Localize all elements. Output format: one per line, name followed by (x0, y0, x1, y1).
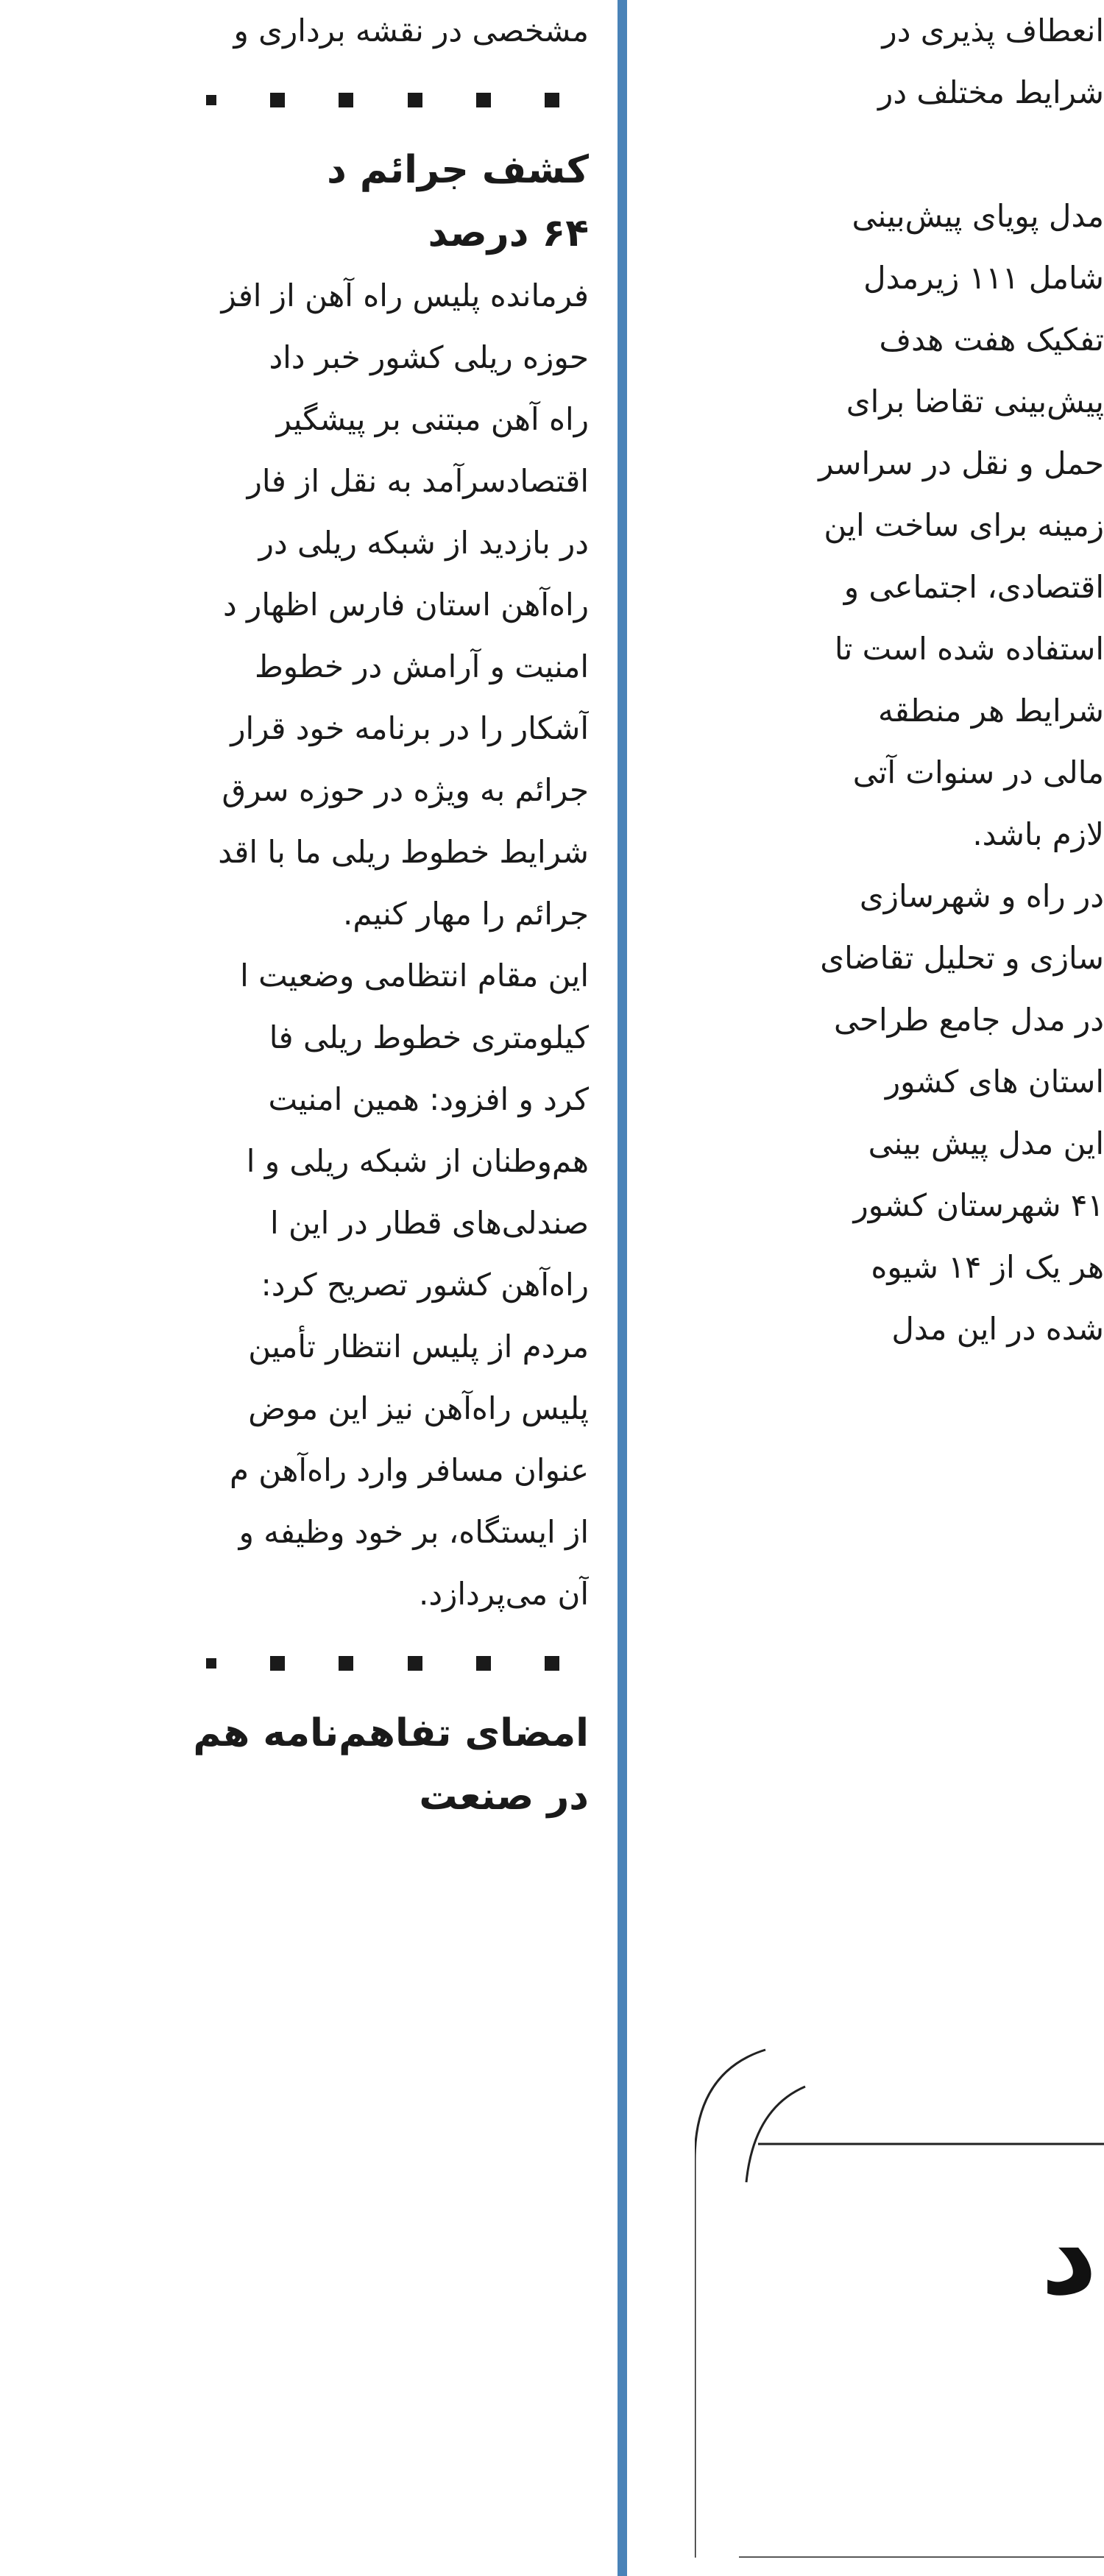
article-line: انعطاف پذیری در (882, 13, 1104, 49)
article-line: پیش‌بینی تقاضا برای (846, 383, 1104, 420)
article-line: شرایط هر منطقه (877, 693, 1104, 729)
article-line: زمینه برای ساخت این (824, 507, 1104, 543)
headline-memorandum (0, 1702, 589, 1828)
separator-dot (206, 1658, 216, 1669)
article-line: حمل و نقل در سراسر (818, 445, 1104, 481)
article-line: جرائم را مهار کنیم. (342, 896, 589, 932)
separator-dot (408, 1656, 422, 1671)
article-line: شامل ۱۱۱ زیرمدل (863, 260, 1104, 296)
article-line: راه‌آهن کشور تصریح کرد: (261, 1267, 589, 1303)
ad-frame-outer-curve (695, 2050, 765, 2558)
article-line: آشکار را در برنامه خود قرار (230, 710, 589, 746)
separator-dot (545, 1656, 559, 1671)
article-line: تفکیک هفت هدف (879, 322, 1104, 358)
article-line: لازم باشد. (972, 816, 1104, 852)
column-divider (618, 0, 627, 2576)
section-separator-1 (0, 62, 589, 138)
article-line: امنیت و آرامش در خطوط (254, 648, 589, 684)
article-line: جرائم به ویژه در حوزه سرق (222, 772, 589, 808)
article-line: شرایط مختلف در (878, 74, 1104, 110)
article-paragraph-1 (0, 265, 589, 945)
article-line: اقتصادسرآمد به نقل از فار (247, 463, 589, 499)
left-top-line: مشخصی در نقشه برداری و (233, 13, 589, 49)
article-line: سازی و تحلیل تقاضای (820, 940, 1104, 976)
article-paragraph-2 (0, 945, 589, 1625)
article-paragraph-2 (670, 866, 1104, 1360)
article-line: صندلی‌های قطار در این ا (269, 1205, 589, 1241)
article-line: هم‌وطنان از شبکه ریلی و ا (246, 1143, 589, 1179)
article-line: پلیس راه‌آهن نیز این موض (248, 1390, 589, 1426)
article-line: این مقام انتظامی وضعیت ا (240, 958, 589, 994)
article-paragraph-1 (670, 185, 1104, 866)
headline-line-1: کشف جرائم د (327, 148, 589, 192)
article-line: حوزه ریلی کشور خبر داد (269, 339, 589, 375)
article-line: آن می‌پردازد. (419, 1576, 589, 1612)
article-line: کیلومتری خطوط ریلی فا (269, 1019, 589, 1055)
right-column (670, 0, 1104, 1501)
article-line: فرمانده پلیس راه آهن از افز (221, 277, 589, 314)
ad-frame-inner-curve (746, 2087, 805, 2182)
article-line: مردم از پلیس انتظار تأمین (248, 1328, 589, 1365)
article-line: مالی در سنوات آتی (852, 754, 1104, 790)
separator-dot (270, 93, 285, 107)
article-line: اقتصادی، اجتماعی و (843, 569, 1104, 605)
article-line: در بازدید از شبکه ریلی در (258, 525, 589, 561)
article-line: هر یک از ۱۴ شیوه (871, 1249, 1104, 1285)
separator-dot (476, 1656, 491, 1671)
article-line: از ایستگاه، بر خود وظیفه و (238, 1514, 589, 1550)
headline-crime-detection (0, 138, 589, 265)
separator-dot (408, 93, 422, 107)
separator-dot (476, 93, 491, 107)
separator-dot (339, 93, 353, 107)
article-line: استان های کشور (885, 1064, 1104, 1100)
article-line: راه‌آهن استان فارس اظهار د (223, 587, 589, 623)
article-line: مدل پویای پیش‌بینی (852, 198, 1104, 234)
ad-headline-fragment: د (1041, 2192, 1097, 2320)
separator-dot (545, 93, 559, 107)
separator-dot (206, 95, 216, 105)
article-line: استفاده شده است تا (834, 631, 1104, 667)
article-line: ۴۱ شهرستان کشور (853, 1187, 1104, 1223)
paragraph-gap (670, 124, 1104, 185)
article-line: در راه و شهرسازی (859, 878, 1104, 914)
separator-dot (270, 1656, 285, 1671)
article-line: عنوان مسافر وارد راه‌آهن م (229, 1452, 589, 1488)
article-line: شده در این مدل (891, 1311, 1104, 1347)
intro-lines (670, 0, 1104, 124)
ad-box (695, 2042, 1104, 2558)
headline-line-2: ۶۴ درصد (428, 211, 589, 255)
headline-line-2: در صنعت (419, 1774, 589, 1819)
article-line: شرایط خطوط ریلی ما با اقد (218, 834, 589, 870)
section-separator-2 (0, 1625, 589, 1702)
separator-dot (339, 1656, 353, 1671)
article-line: در مدل جامع طراحی (834, 1002, 1104, 1038)
article-line: کرد و افزود: همین امنیت (268, 1081, 589, 1117)
article-line: این مدل پیش بینی (868, 1125, 1104, 1161)
article-line: راه آهن مبتنی بر پیشگیر (276, 401, 589, 437)
headline-line-1: امضای تفاهم‌نامه هم (193, 1711, 589, 1755)
